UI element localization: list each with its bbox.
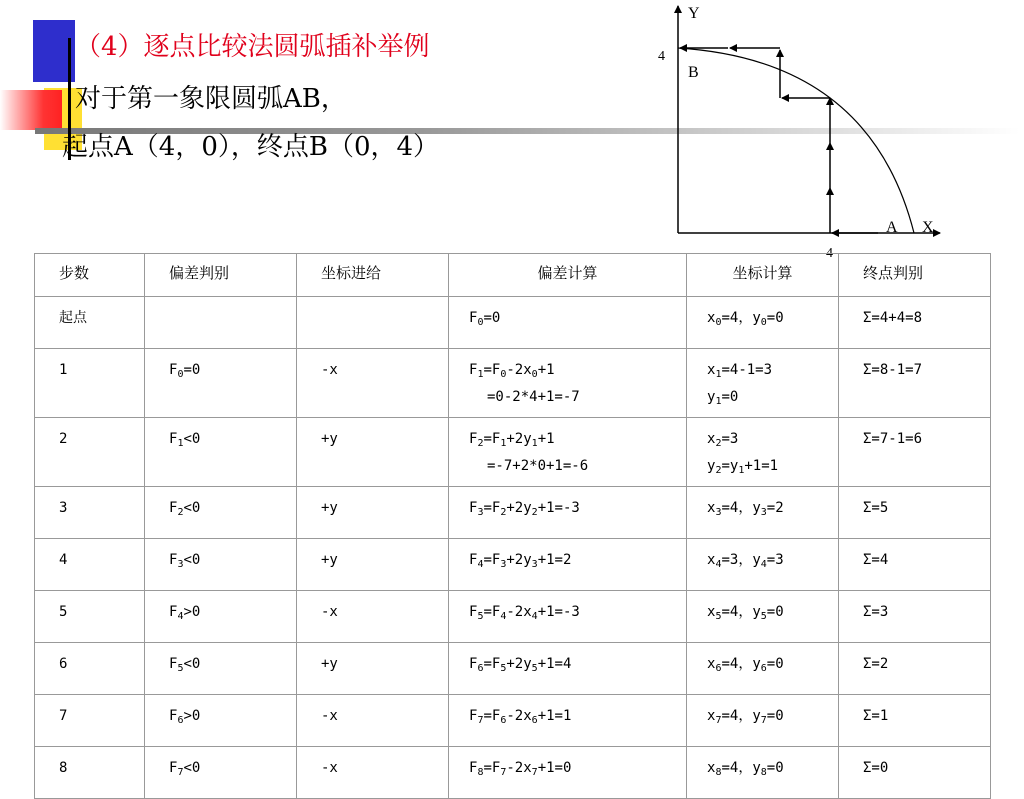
table-row	[35, 643, 991, 695]
cell-calc: $F_0=0$	[449, 297, 687, 349]
table-row	[35, 487, 991, 539]
point-a-label: A	[886, 219, 898, 236]
cell-step: 3	[35, 487, 145, 539]
cell-coord: $x_1=4-1=3$ $y_1=0$	[687, 349, 839, 418]
cell-feed: +y	[297, 539, 449, 591]
cell-step: 4	[35, 539, 145, 591]
x-tick-label: 4	[826, 246, 833, 261]
cell-judge: $F_7<0$	[145, 747, 297, 799]
decor-red-bar	[0, 90, 62, 130]
x-axis-label: X	[922, 219, 934, 236]
table-row	[35, 297, 991, 349]
cell-step: 5	[35, 591, 145, 643]
cell-judge: $F_4>0$	[145, 591, 297, 643]
cell-feed: -x	[297, 591, 449, 643]
cell-judge: $F_3<0$	[145, 539, 297, 591]
header-feed: 坐标进给	[297, 254, 449, 297]
intro-text-line2: 起点A（4，0），终点B（0，4）	[62, 132, 440, 162]
cell-calc: $F_6=F_5+2y_5+1=4$	[449, 643, 687, 695]
cell-calc: $F_5=F_4-2x_4+1=-3$	[449, 591, 687, 643]
arc-interpolation-diagram	[650, 0, 970, 262]
cell-calc: $F_8=F_7-2x_7+1=0$	[449, 747, 687, 799]
cell-coord: $x_0=4$，$y_0=0$	[687, 297, 839, 349]
cell-judge: $F_0=0$	[145, 349, 297, 418]
cell-calc: $F_3=F_2+2y_2+1=-3$	[449, 487, 687, 539]
cell-calc: $F_7=F_6-2x_6+1=1$	[449, 695, 687, 747]
cell-judge: $F_6>0$	[145, 695, 297, 747]
header-calc: 偏差计算	[449, 254, 687, 297]
cell-end: Σ=7-1=6	[839, 418, 991, 487]
interpolation-table	[34, 253, 991, 799]
cell-step: 2	[35, 418, 145, 487]
cell-coord: $x_4=3$，$y_4=3$	[687, 539, 839, 591]
cell-calc: $F_2=F_1+2y_1+1$ =-7+2*0+1=-6	[449, 418, 687, 487]
cell-coord: $x_2=3$ $y_2=y_1+1=1$	[687, 418, 839, 487]
slide-title: （4）逐点比较法圆弧插补举例	[75, 32, 430, 62]
cell-end: Σ=5	[839, 487, 991, 539]
cell-coord: $x_5=4$，$y_5=0$	[687, 591, 839, 643]
cell-step: 起点	[35, 297, 145, 349]
cell-end: Σ=8-1=7	[839, 349, 991, 418]
table-row	[35, 695, 991, 747]
cell-feed: -x	[297, 695, 449, 747]
header-coord: 坐标计算	[687, 254, 839, 297]
cell-coord: $x_8=4$，$y_8=0$	[687, 747, 839, 799]
cell-feed: +y	[297, 643, 449, 695]
cell-end: Σ=4+4=8	[839, 297, 991, 349]
table-row	[35, 349, 991, 418]
cell-feed: +y	[297, 487, 449, 539]
cell-step: 7	[35, 695, 145, 747]
intro-text-line1: 对于第一象限圆弧AB，	[75, 84, 347, 114]
table-header-row	[35, 254, 991, 297]
cell-end: Σ=3	[839, 591, 991, 643]
header-step: 步数	[35, 254, 145, 297]
cell-calc: $F_1=F_0-2x_0+1$ =0-2*4+1=-7	[449, 349, 687, 418]
cell-feed	[297, 297, 449, 349]
cell-coord: $x_7=4$，$y_7=0$	[687, 695, 839, 747]
table-row	[35, 591, 991, 643]
cell-feed: -x	[297, 349, 449, 418]
header-end: 终点判别	[839, 254, 991, 297]
cell-end: Σ=2	[839, 643, 991, 695]
cell-step: 6	[35, 643, 145, 695]
cell-judge: $F_1<0$	[145, 418, 297, 487]
cell-end: Σ=4	[839, 539, 991, 591]
cell-judge: $F_5<0$	[145, 643, 297, 695]
table-row	[35, 418, 991, 487]
cell-coord: $x_3=4$，$y_3=2$	[687, 487, 839, 539]
cell-step: 1	[35, 349, 145, 418]
arc-ab	[678, 48, 914, 233]
cell-judge	[145, 297, 297, 349]
y-axis-label: Y	[688, 5, 700, 22]
header-judge: 偏差判别	[145, 254, 297, 297]
cell-feed: -x	[297, 747, 449, 799]
table-row	[35, 747, 991, 799]
cell-end: Σ=1	[839, 695, 991, 747]
cell-calc: $F_4=F_3+2y_3+1=2$	[449, 539, 687, 591]
y-tick-label: 4	[658, 49, 665, 64]
cell-coord: $x_6=4$，$y_6=0$	[687, 643, 839, 695]
cell-step: 8	[35, 747, 145, 799]
cell-feed: +y	[297, 418, 449, 487]
table-row	[35, 539, 991, 591]
point-b-label: B	[688, 64, 699, 81]
cell-judge: $F_2<0$	[145, 487, 297, 539]
cell-end: Σ=0	[839, 747, 991, 799]
